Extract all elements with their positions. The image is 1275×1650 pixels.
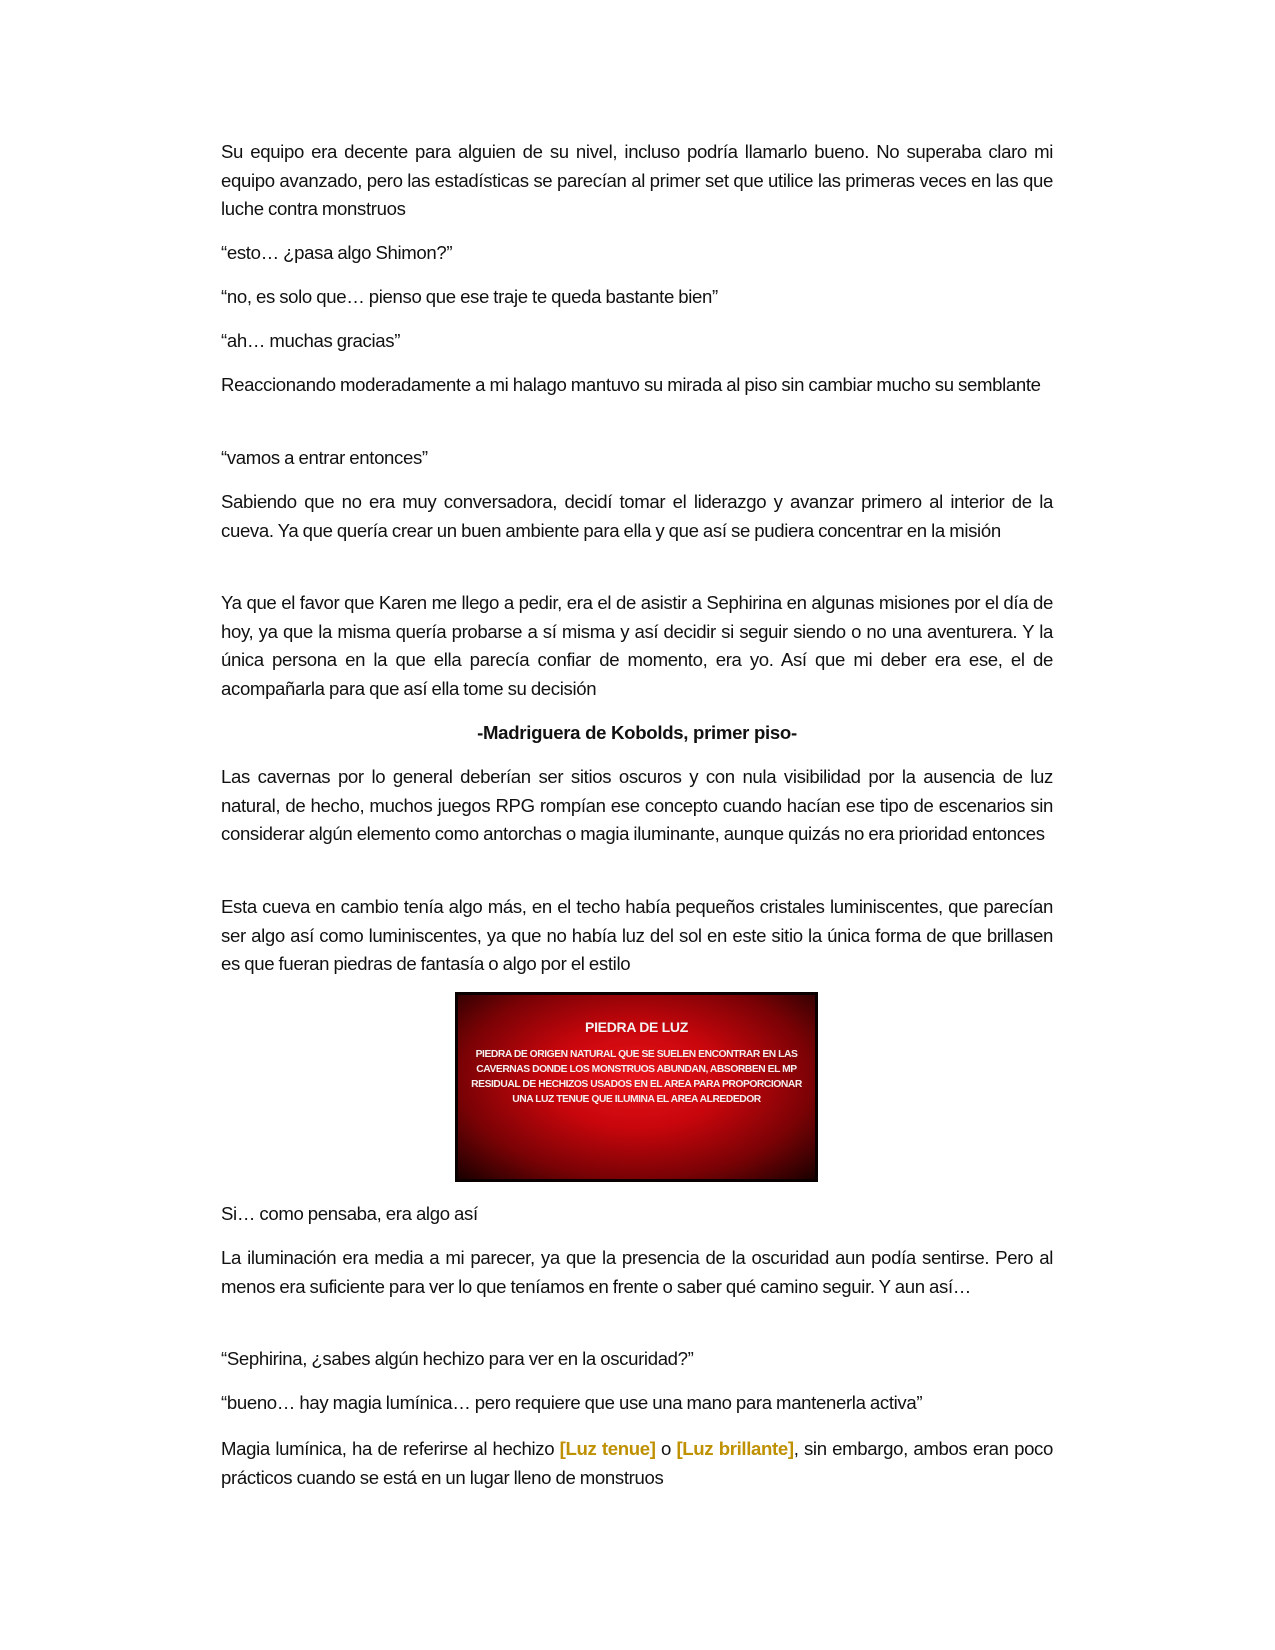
item-description: PIEDRA DE ORIGEN NATURAL QUE SE SUELEN ENCONTRAR EN LAS CAVERNAS DONDE LOS MONSTRUOS ABUNDAN, ABSORBEN EL MP RESIDUAL DE HECHIZOS USADOS EN EL AREA PARA PROPORCIONAR UNA LUZ TENUE QUE ILUMINA EL AREA ALREDEDOR [471,1049,802,1105]
item-info-image [455,992,818,1182]
text-middle: o [655,1438,677,1459]
paragraph: Sabiendo que no era muy conversadora, decidí tomar el liderazgo y avanzar primero al interior de la cueva. Ya que quería crear un buen ambiente para ella y que así se pudiera concentrar en la misión [221,491,1053,541]
spell-luz-brillante: [Luz brillante] [676,1438,794,1459]
paragraph-spells [221,1435,1053,1492]
dialogue-line: “no, es solo que… pienso que ese traje te queda bastante bien” [221,286,718,307]
dialogue-line: “bueno… hay magia lumínica… pero requiere que use una mano para mantenerla activa” [221,1392,923,1413]
paragraph: Las cavernas por lo general deberían ser sitios oscuros y con nula visibilidad por la ausencia de luz natural, de hecho, muchos juegos RPG rompían ese concepto cuando hacían ese tipo de escenarios sin considerar algún elemento como antorchas o magia iluminante, aunque quizás no era prioridad entonces [221,766,1053,845]
item-title: PIEDRA DE LUZ [585,1019,688,1035]
paragraph: Reaccionando moderadamente a mi halago mantuvo su mirada al piso sin cambiar mucho su semblante [221,374,1041,395]
paragraph: Si… como pensaba, era algo así [221,1203,478,1224]
dialogue-line: “esto… ¿pasa algo Shimon?” [221,242,453,263]
paragraph: Ya que el favor que Karen me llego a pedir, era el de asistir a Sephirina en algunas misiones por el día de hoy, ya que la misma quería probarse a sí misma y así decidir si seguir siendo o no una aventurera. Y la única persona en la que ella parecía confiar de momento, era yo. Así que mi deber era ese, el de acompañarla para que así ella tome su decisión [221,592,1053,700]
section-heading: -Madriguera de Kobolds, primer piso- [477,722,797,743]
paragraph: Su equipo era decente para alguien de su nivel, incluso podría llamarlo bueno. No superaba claro mi equipo avanzado, pero las estadísticas se parecían al primer set que utilice las primeras veces en las que luche contra monstruos [221,141,1053,220]
spell-luz-tenue: [Luz tenue] [559,1438,656,1459]
text-after: , sin embargo, ambos eran poco prácticos cuando se está en un lugar lleno de monstruos [221,1438,1053,1488]
dialogue-line: “vamos a entrar entonces” [221,447,428,468]
paragraph: La iluminación era media a mi parecer, ya que la presencia de la oscuridad aun podía sentirse. Pero al menos era suficiente para ver lo que teníamos en frente o saber qué camino seguir. Y aun así… [221,1247,1053,1297]
text-before: Magia lumínica, ha de referirse al hechizo [221,1438,560,1459]
paragraph: Esta cueva en cambio tenía algo más, en el techo había pequeños cristales luminiscentes, que parecían ser algo así como luminiscentes, ya que no había luz del sol en este sitio la única forma de que brillasen es que fueran piedras de fantasía o algo por el estilo [221,896,1053,975]
dialogue-line: “Sephirina, ¿sabes algún hechizo para ver en la oscuridad?” [221,1348,694,1369]
dialogue-line: “ah… muchas gracias” [221,330,401,351]
